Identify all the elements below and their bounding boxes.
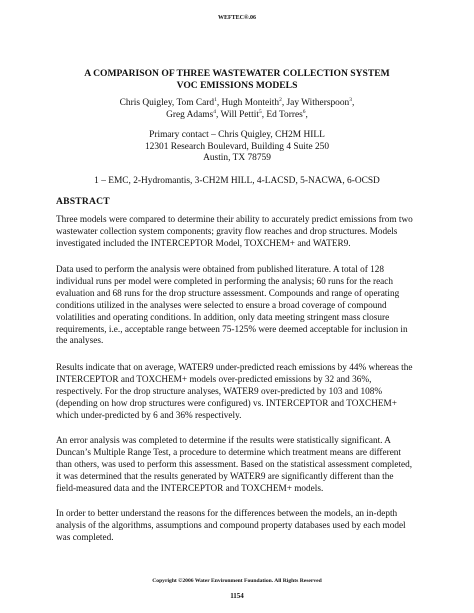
author-name: Ed Torres <box>266 110 303 120</box>
paragraph-line: requirements, i.e., acceptable range between 75-125% were deemed acceptable for inclusion in <box>56 324 408 335</box>
affiliations: 1 – EMC, 2-Hydromantis, 3-CH2M HILL, 4-LACSD, 5-NACWA, 6-OCSD <box>94 176 380 186</box>
author-affiliation-mark: 3 <box>349 97 352 103</box>
abstract-heading: ABSTRACT <box>56 196 110 207</box>
paragraph-line: it was determined that the results generated by WATER9 are significantly different than the <box>56 471 394 482</box>
paragraph-line: field-measured data and the INTERCEPTOR and TOXCHEM+ models. <box>56 483 324 494</box>
author-list <box>60 97 414 121</box>
contact-city: Austin, TX 78759 <box>203 153 271 164</box>
paper-title <box>40 68 434 92</box>
contact-address: 12301 Research Boulevard, Building 4 Suite 250 <box>144 141 330 152</box>
paragraph-line: evaluation and 68 runs for the drop structure assessment. Compounds and range of operating <box>56 288 400 299</box>
copyright-footer: Copyright ©2006 Water Environment Foundation. All Rights Reserved <box>152 578 322 584</box>
page-number: 1154 <box>230 592 244 600</box>
author-affiliation-mark: 5 <box>258 109 262 115</box>
title-line-2: VOC EMISSIONS MODELS <box>176 80 298 91</box>
paragraph-line: volatilities and operating conditions. In addition, only data meeting stringent mass closure <box>56 312 390 323</box>
paragraph-line: investigated included the INTERCEPTOR Model, TOXCHEM+ and WATER9. <box>56 238 351 249</box>
contact-name: Primary contact – Chris Quigley, CH2M HILL <box>149 130 325 140</box>
paragraph-line: In order to better understand the reasons for the differences between the models, an in-depth <box>56 509 398 519</box>
author-name: Jay Witherspoon <box>286 98 350 108</box>
contact-block <box>60 130 414 165</box>
author-affiliation-mark: 4 <box>213 109 216 115</box>
paragraph-line: individual runs per model were completed in performing the analysis; 60 runs for the reach <box>56 276 394 287</box>
author-name: Tom Card <box>176 98 215 108</box>
abstract-paragraph-1 <box>56 215 426 251</box>
paragraph-line: analysis of the algorithms, assumptions and compound property databases used by each model <box>56 520 406 531</box>
paragraph-line: was completed. <box>56 532 114 543</box>
paragraph-line: Data used to perform the analysis were obtained from published literature. A total of 128 <box>56 265 385 275</box>
title-line-1: A COMPARISON OF THREE WASTEWATER COLLECTION SYSTEM <box>84 68 390 79</box>
abstract-paragraph-4 <box>56 436 426 496</box>
paragraph-line: (depending on how drop structures were configured) vs. INTERCEPTOR and TOXCHEM+ <box>56 398 397 409</box>
abstract-paragraph-3 <box>56 363 426 423</box>
author-affiliation-mark: 6 <box>302 109 306 115</box>
author-affiliation-mark: 2 <box>279 97 282 103</box>
paragraph-line: INTERCEPTOR and TOXCHEM+ models over-predicted emissions by 32 and 36%, <box>56 374 372 385</box>
running-header: WEFTEC®.06 <box>218 15 256 21</box>
author-line-2: Greg Adams$^4$, Will Pettit$^5$, Ed Torres$^6$, <box>166 109 308 120</box>
paragraph-line: wastewater collection system components; gravity flow reaches and drop structures. Models <box>56 226 398 237</box>
author-affiliation-mark: 1 <box>214 97 217 103</box>
paragraph-line: than others, was used to perform this assessment. Based on the statistical assessment completed, <box>56 459 413 470</box>
author-name: Will Pettit <box>220 110 259 120</box>
paragraph-line: Results indicate that on average, WATER9 under-predicted reach emissions by 44% whereas the <box>56 363 413 373</box>
abstract-paragraph-2 <box>56 265 426 348</box>
paragraph-line: An error analysis was completed to determine if the results were statistically significant. A <box>56 436 391 446</box>
paragraph-line: conditions utilized in the analyses were selected to ensure a broad coverage of compound <box>56 300 387 311</box>
author-name: Hugh Monteith <box>221 98 280 108</box>
paragraph-line: Duncan’s Multiple Range Test, a procedure to determine which treatment means are different <box>56 447 401 458</box>
author-name: Chris Quigley <box>119 98 172 108</box>
paragraph-line: which under-predicted by 6 and 36% respectively. <box>56 410 242 421</box>
paragraph-line: the analyses. <box>56 336 104 347</box>
paragraph-line: Three models were compared to determine their ability to accurately predict emissions from two <box>56 215 413 225</box>
author-line-1: Chris Quigley, Tom Card$^1$, Hugh Monteith$^2$, Jay Witherspoon$^3$, <box>119 97 355 108</box>
paragraph-line: respectively. For the drop structure analyses, WATER9 over-predicted by 103 and 108% <box>56 386 383 397</box>
abstract-paragraph-5 <box>56 509 426 545</box>
author-name: Greg Adams <box>166 110 214 120</box>
